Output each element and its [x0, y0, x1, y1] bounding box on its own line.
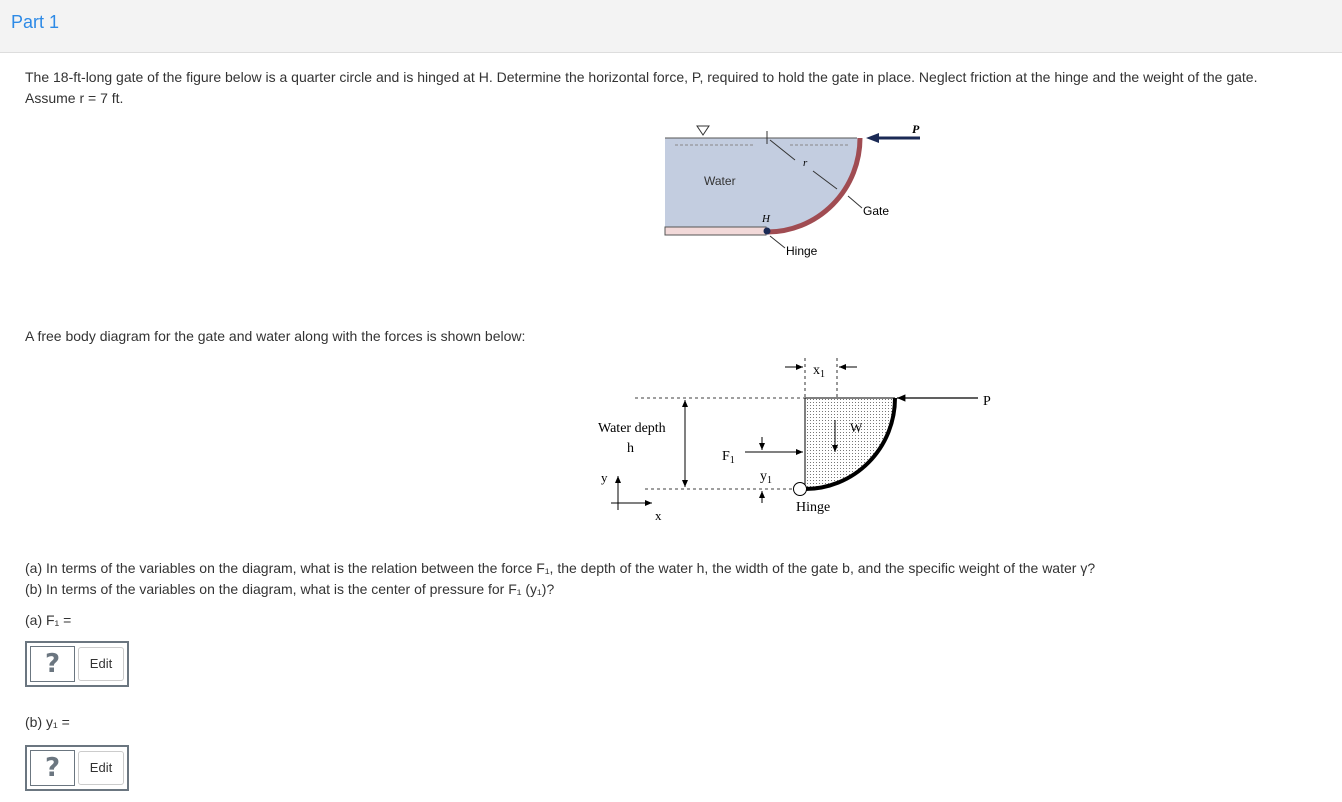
part-title: Part 1: [11, 12, 60, 32]
x-axis-label: x: [655, 508, 662, 523]
hinge-label: Hinge: [796, 500, 831, 515]
question-a: (a) In terms of the variables on the diagram, what is the relation between the force F₁, the depth of the water h, the width of the gate b, and the specific weight of the water γ?: [25, 560, 1096, 576]
water-label: Water: [704, 174, 736, 188]
problem-text-line2: Assume r = 7 ft.: [25, 90, 124, 106]
free-body-diagram: [611, 358, 978, 510]
answer-a-label: (a) F₁ =: [25, 612, 72, 628]
x1-label: $x_1$: [813, 363, 825, 380]
water-depth-label: Water depth: [598, 421, 666, 436]
force-p-arrow: [866, 133, 879, 143]
answer-a-placeholder[interactable]: ?: [30, 646, 75, 682]
r-label: r: [803, 157, 808, 169]
answer-b-placeholder[interactable]: ?: [30, 750, 75, 786]
question-b: (b) In terms of the variables on the diagram, what is the center of pressure for F₁ (y₁)?: [25, 581, 555, 597]
gate-figure: [665, 122, 920, 258]
y1-label: $y_1$: [760, 469, 772, 486]
answer-b-box: [25, 745, 129, 791]
w-label: W: [850, 420, 863, 435]
water-surface-icon: [697, 126, 709, 135]
y-axis-label: y: [601, 470, 608, 485]
f1-label: $F_1$: [722, 449, 735, 466]
answer-b-edit-button[interactable]: Edit: [78, 751, 124, 785]
p-label: P: [912, 122, 920, 136]
floor-slab: [665, 227, 766, 235]
hinge-icon: [794, 483, 807, 496]
fbd-intro-text: A free body diagram for the gate and water along with the forces is shown below:: [25, 328, 526, 344]
h-label: H: [762, 213, 770, 225]
problem-text-line1: The 18-ft-long gate of the figure below is a quarter circle and is hinged at H. Determine the horizontal force, P, required to hold the gate in place. Neglect friction at the hinge and the weight of the gate.: [25, 69, 1258, 85]
gate-label: Gate: [863, 204, 890, 218]
answer-b-label: (b) y₁ =: [25, 714, 70, 730]
answer-a-edit-button[interactable]: Edit: [78, 647, 124, 681]
answer-a-box: [25, 641, 129, 687]
hinge-icon: [764, 228, 771, 235]
h-label: h: [627, 441, 634, 456]
p-label: P: [983, 394, 991, 409]
hinge-label: Hinge: [786, 244, 818, 258]
